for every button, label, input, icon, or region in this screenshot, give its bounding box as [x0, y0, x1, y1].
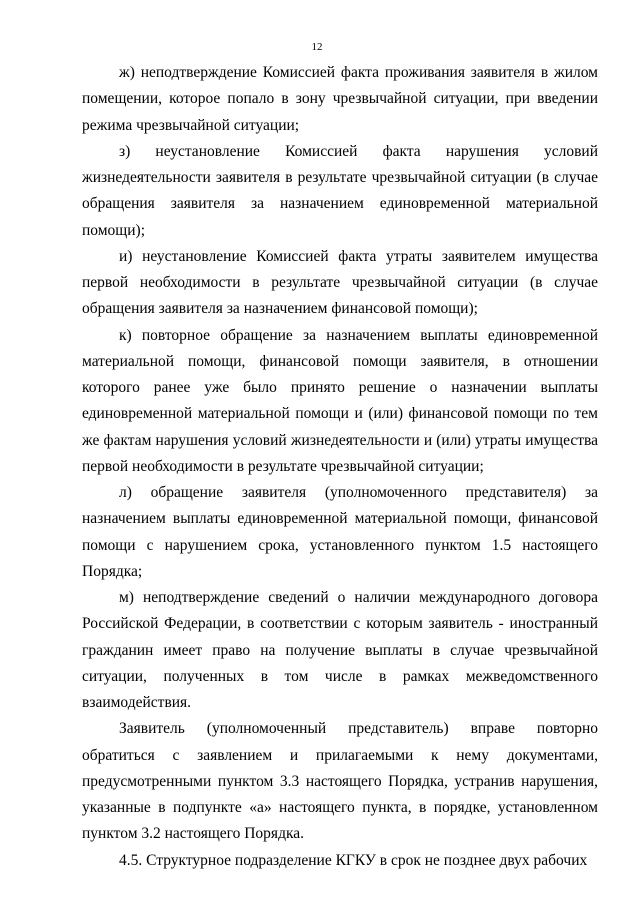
paragraph-zh: ж) неподтверждение Комиссией факта проживания заявителя в жилом помещении, которое попало в зону чрезвычайной ситуации, при введении режима чрезвычайной ситуации; [82, 64, 598, 134]
document-body [82, 60, 598, 874]
paragraph-z: з) неустановление Комиссией факта нарушения условий жизнедеятельности заявителя в результате чрезвычайной ситуации (в случае обращения заявителя за назначением единовременной материальной помощи); [82, 142, 598, 239]
page-number: 12 [311, 41, 323, 53]
paragraph-i: и) неустановление Комиссией факта утраты заявителем имущества первой необходимости в результате чрезвычайной ситуации (в случае обращения заявителя за назначением финансовой помощи); [82, 247, 598, 318]
paragraph-k: к) повторное обращение за назначением выплаты единовременной материальной помощи, финансовой помощи заявителя, в отношении которого ранее уже было принято решение о назначении выплаты единовременной материальной помощи и (или) финансовой помощи по тем же фактам нарушения условий жизнедеятельности и (или) утраты имущества первой необходимости в результате чрезвычайной ситуации; [82, 326, 598, 475]
paragraph-l: л) обращение заявителя (уполномоченного представителя) за назначением выплаты единовременной материальной помощи, финансовой помощи с нарушением срока, установленного пунктом 1.5 настоящего Порядка; [82, 484, 598, 580]
paragraph-m: м) неподтверждение сведений о наличии международного договора Российской Федерации, в соответствии с которым заявитель - иностранный гражданин имеет право на получение выплаты в случае чрезвычайной ситуации, полученных в том числе в рамках межведомственного взаимодействия. [82, 589, 598, 711]
paragraph-4-5: 4.5. Структурное подразделение КГКУ в срок не позднее двух рабочих [119, 851, 588, 869]
paragraph-resubmission: Заявитель (уполномоченный представитель) вправе повторно обратиться с заявлением и прилагаемыми к нему документами, предусмотренными пунктом 3.3 настоящего Порядка, устранив нарушения, указанные в подпункте «а» настоящего пункта, в порядке, установленном пунктом 3.2 настоящего Порядка. [82, 720, 598, 843]
